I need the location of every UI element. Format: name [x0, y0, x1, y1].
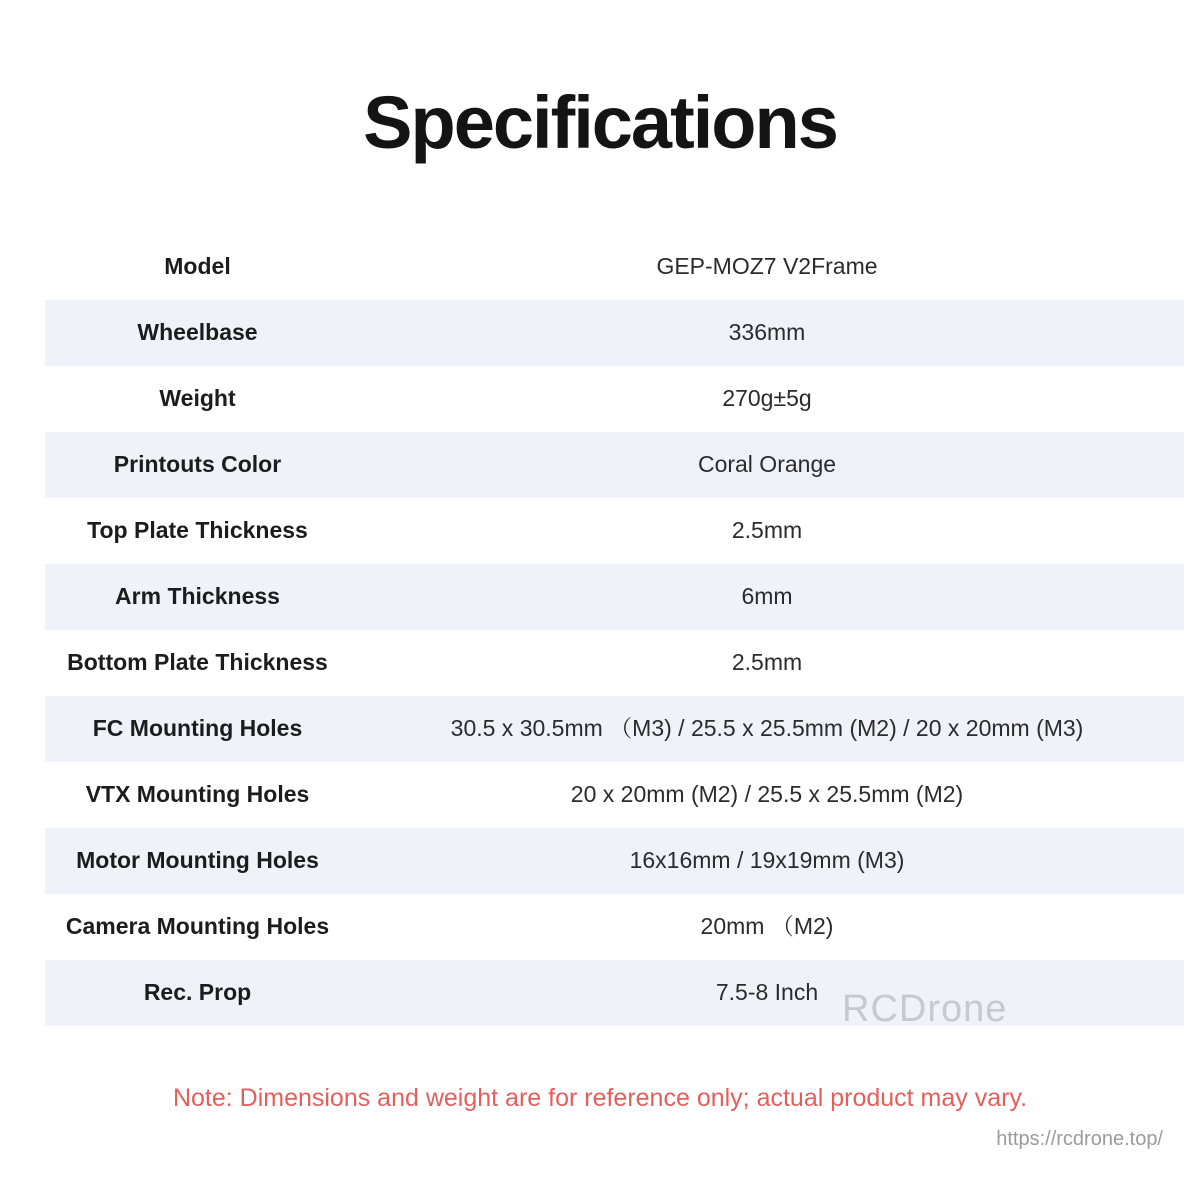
note-text: Note: Dimensions and weight are for reference only; actual product may vary.	[172, 1084, 1028, 1112]
spec-value: Coral Orange	[697, 451, 837, 478]
site-url: https://rcdrone.top/	[996, 1128, 1163, 1150]
table-row	[45, 366, 1184, 432]
spec-value: 2.5mm	[731, 649, 803, 676]
spec-label: Printouts Color	[113, 451, 282, 478]
spec-label: Bottom Plate Thickness	[67, 649, 328, 676]
spec-value: 6mm	[741, 583, 793, 610]
spec-value: 20 x 20mm (M2) / 25.5 x 25.5mm (M2)	[570, 781, 964, 808]
spec-label: Rec. Prop	[143, 979, 252, 1006]
table-row	[45, 762, 1184, 828]
table-row	[45, 432, 1184, 498]
spec-label: Motor Mounting Holes	[76, 847, 319, 874]
spec-value: 270g±5g	[722, 385, 812, 412]
table-row	[45, 894, 1184, 960]
spec-label: Arm Thickness	[115, 583, 280, 610]
spec-value: 7.5-8 Inch	[715, 979, 819, 1006]
table-row	[45, 300, 1184, 366]
spec-value: 336mm	[728, 319, 806, 346]
table-row	[45, 564, 1184, 630]
spec-value: 16x16mm / 19x19mm (M3)	[629, 847, 905, 874]
spec-value: 30.5 x 30.5mm （M3) / 25.5 x 25.5mm (M2) / 20 x 20mm (M3)	[450, 715, 1084, 742]
table-row	[45, 960, 1184, 1026]
spec-value: 2.5mm	[731, 517, 803, 544]
spec-label: VTX Mounting Holes	[85, 781, 310, 808]
table-row	[45, 696, 1184, 762]
spec-label: Wheelbase	[137, 319, 258, 346]
spec-label: Camera Mounting Holes	[65, 913, 330, 940]
spec-value: 20mm （M2)	[700, 913, 834, 940]
table-row	[45, 498, 1184, 564]
spec-label: Weight	[159, 385, 236, 412]
table-row	[45, 234, 1184, 300]
spec-label: FC Mounting Holes	[92, 715, 303, 742]
spec-table	[45, 234, 1184, 1026]
page-title: Specifications	[363, 81, 837, 164]
table-row	[45, 630, 1184, 696]
spec-label: Top Plate Thickness	[87, 517, 308, 544]
spec-value: GEP-MOZ7 V2Frame	[656, 253, 878, 280]
watermark: RCDrone	[842, 988, 1008, 1030]
table-row	[45, 828, 1184, 894]
spec-label: Model	[164, 253, 231, 280]
